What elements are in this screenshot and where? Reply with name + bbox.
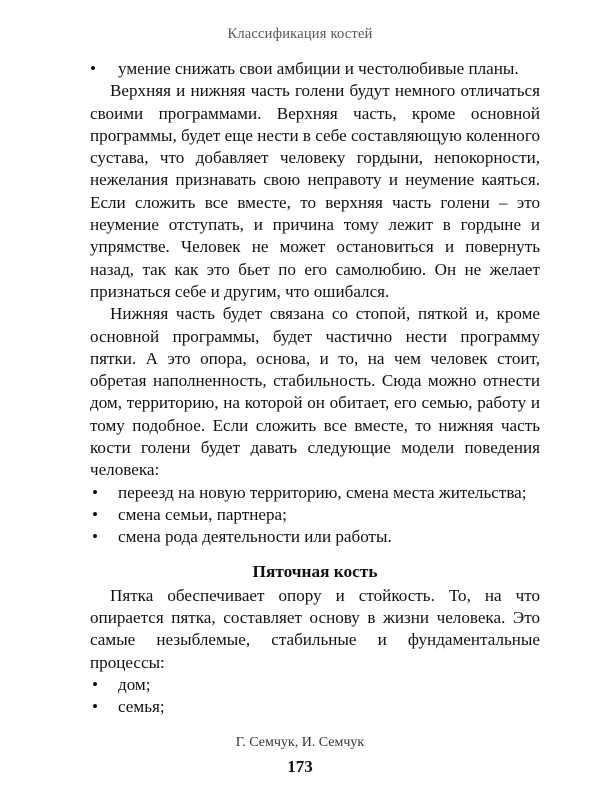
list-item-text: смена рода деятельности или работы. (118, 527, 392, 547)
footer-authors: Г. Семчук, И. Семчук (235, 735, 365, 750)
running-head: Классификация костей (227, 26, 373, 42)
list-item (90, 504, 540, 526)
section-heading: Пяточная кость (252, 561, 378, 581)
paragraph-lower-part: Нижняя часть будет связана со стопой, пяткой и, кроме основной программы, будет частично нести программу пятки. А это опора, основа, и то, на чем человек стоит, обретая наполненность, стабильность. Сюда можно отнести дом, территорию, на которой он обитает, его семью, работу и тому подобное. Если сложить все вместе, то нижняя часть кости голени будет давать следующие модели поведения человека: (90, 304, 540, 480)
list-item-text: семья; (118, 697, 165, 717)
body-text (90, 58, 540, 719)
bullet-marker: • (92, 675, 98, 695)
list-item-text: дом; (118, 675, 151, 695)
paragraph-upper-lower-shin: Верхняя и нижняя часть голени будут немного отличаться своими программами. Верхняя часть, кроме основной программы, будет еще нести в себе составляющую коленного сустава, что добавляет человеку гордыни, непокорности, нежелания признавать свою неправоту и неумение каяться. Если сложить все вместе, то верхняя часть голени – это неумение отступать, и причина тому лежит в гордыне и упрямстве. Человек не может остановиться и повернуть назад, так как это бьет по его самолюбию. Он не желает признаться себе и другим, что ошибался. (90, 81, 540, 301)
list-item-text: умение снижать свои амбиции и честолюбивые планы. (118, 59, 519, 78)
list-item (90, 58, 540, 80)
bullet-marker: • (92, 482, 98, 502)
list-item-text: смена семьи, партнера; (118, 504, 287, 524)
bullet-marker: • (90, 59, 96, 78)
list-item (90, 674, 540, 696)
list-item (90, 482, 540, 504)
bullet-marker: • (92, 527, 98, 547)
list-item (90, 526, 540, 548)
paragraph-heel: Пятка обеспечивает опору и стойкость. То, на что опирается пятка, составляет основу в жизни человека. Это самые незыблемые, стабильные и фундаментальные процессы: (90, 585, 540, 672)
bullet-marker: • (92, 504, 98, 524)
page-number: 173 (287, 757, 313, 776)
list-item-text: переезд на новую территорию, смена места жительства; (118, 482, 527, 502)
bullet-marker: • (92, 697, 98, 717)
foundation-list (90, 674, 540, 719)
list-item (90, 696, 540, 718)
behavior-list (90, 482, 540, 549)
